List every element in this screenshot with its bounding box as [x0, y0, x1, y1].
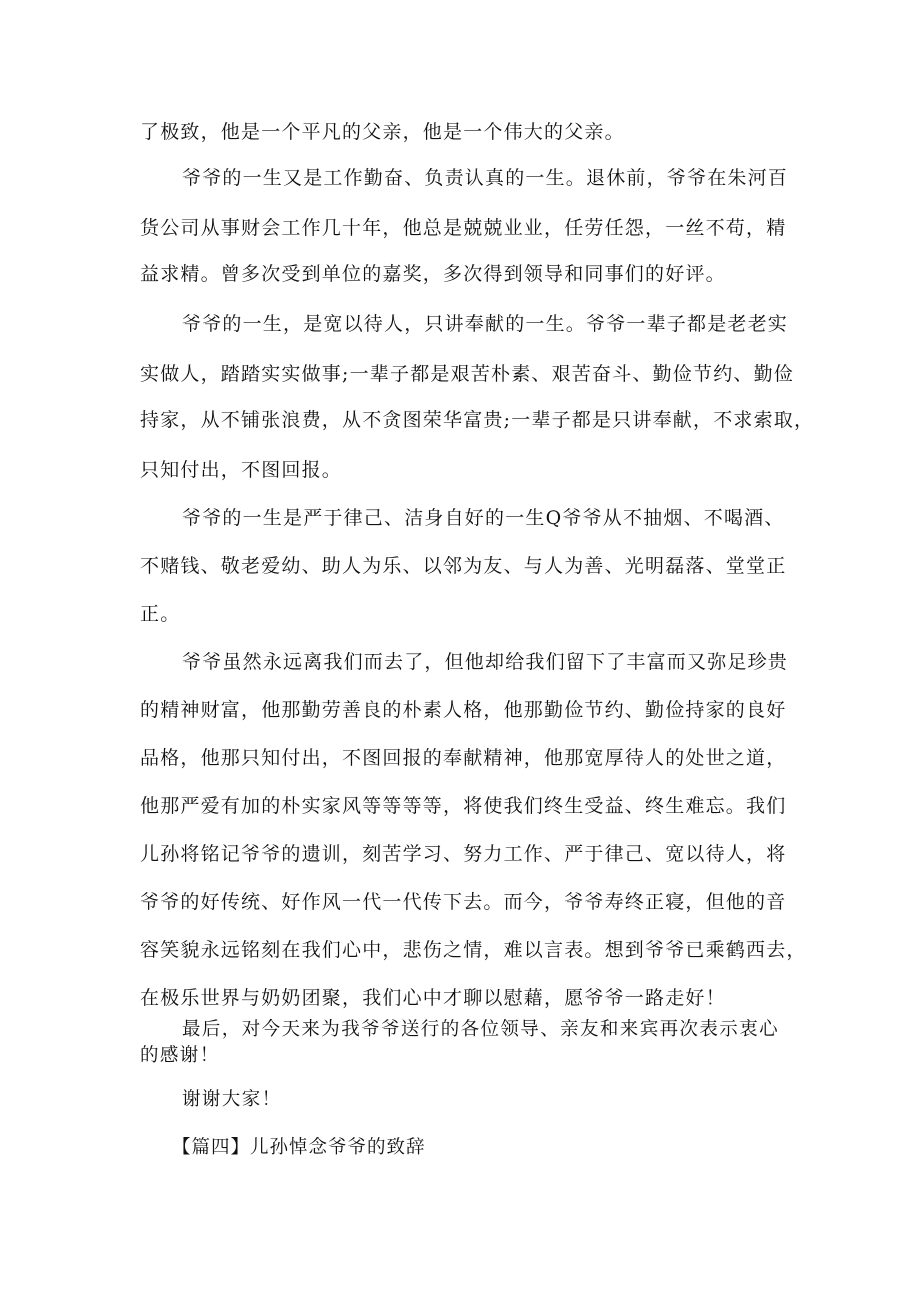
text-line: 谢谢大家！ — [182, 1089, 282, 1110]
text-line: 持家，从不铺张浪费，从不贪图荣华富贵;一辈子都是只讲奉献，不求索取， — [140, 409, 815, 431]
text-line: 不赌钱、敬老爱幼、助人为乐、以邻为友、与人为善、光明磊落、堂堂正 — [140, 555, 787, 577]
text-line: 爷爷的一生是严于律己、洁身自好的一生Q爷爷从不抽烟、不喝酒、 — [182, 507, 785, 529]
text-line: 了极致，他是一个平凡的父亲，他是一个伟大的父亲。 — [140, 121, 625, 143]
text-line: 货公司从事财会工作几十年，他总是兢兢业业，任劳任怨，一丝不苟，精 — [140, 217, 787, 239]
text-line: 爷爷的好传统、好作风一代一代传下去。而今，爷爷寿终正寝，但他的音 — [140, 891, 787, 913]
text-line: 儿孙将铭记爷爷的遗训，刻苦学习、努力工作、严于律己、宽以待人，将 — [140, 843, 787, 865]
text-line: 的感谢！ — [140, 1045, 220, 1066]
text-line: 最后，对今天来为我爷爷送行的各位领导、亲友和来宾再次表示衷心 — [182, 1019, 780, 1040]
text-line: 爷爷的一生又是工作勤奋、负责认真的一生。退休前，爷爷在朱河百 — [182, 167, 789, 189]
text-line: 益求精。曾多次受到单位的嘉奖，多次得到领导和同事们的好评。 — [140, 263, 726, 285]
text-line: 在极乐世界与奶奶团聚，我们心中才聊以慰藉，愿爷爷一路走好！ — [140, 987, 726, 1009]
text-line: 品格，他那只知付出，不图回报的奉献精神，他那宽厚待人的处世之道， — [140, 747, 787, 769]
text-line: 爷爷的一生，是宽以待人，只讲奉献的一生。爷爷一辈子都是老老实 — [182, 313, 789, 335]
text-line: 他那严爱有加的朴实家风等等等等，将使我们终生受益、终生难忘。我们 — [140, 795, 787, 817]
text-line: 爷爷虽然永远离我们而去了，但他却给我们留下了丰富而又弥足珍贵 — [182, 651, 789, 673]
text-line: 的精神财富，他那勤劳善良的朴素人格，他那勤俭节约、勤俭持家的良好 — [140, 699, 787, 721]
text-line: 只知付出，不图回报。 — [140, 459, 343, 481]
text-line: 容笑貌永远铭刻在我们心中，悲伤之情，难以言表。想到爷爷已乘鹤西去， — [140, 939, 807, 961]
text-line: 正。 — [140, 603, 181, 625]
text-line: 实做人，踏踏实实做事;一辈子都是艰苦朴素、艰苦奋斗、勤俭节约、勤俭 — [140, 363, 795, 385]
section-heading: 【篇四】儿孙悼念爷爷的致辞 — [172, 1137, 426, 1158]
